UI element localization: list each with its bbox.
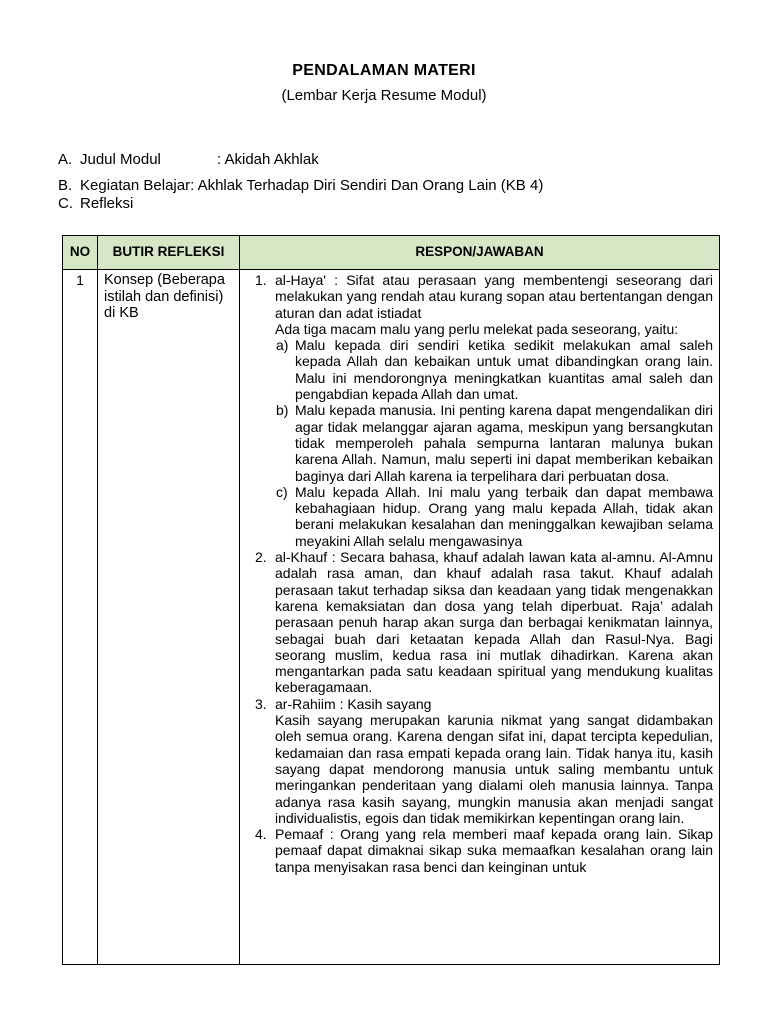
point-text: al-Khauf : Secara bahasa, khauf adalah lawan kata al-amnu. Al-Amnu adalah rasa aman, dan khauf adalah rasa takut. Khauf adalah perasaan takut terhadap siksa dan keadaan yang tidak mengenakkan karena kemaksiatan dan dosa yang telah diperbuat. Raja’ adalah perasaan penuh harap akan surga dan berbagai kenikmatan lainnya, sebagai buah dari ketaatan kepada Allah dan Rasul-Nya. Bagi seorang muslim, kedua rasa ini mutlak dihadirkan. Karena akan mengantarkan pada satu keadaan spiritual yang mendukung kualitas keberagamaan. xyxy=(275,549,713,696)
meta-module-title xyxy=(58,151,319,168)
meta-letter: B. xyxy=(58,177,73,194)
page-subtitle: (Lembar Kerja Resume Modul) xyxy=(281,87,487,104)
sub-list-item xyxy=(275,337,713,402)
point-text: ar-Rahiim : Kasih sayang xyxy=(275,695,432,712)
list-item xyxy=(246,272,713,549)
sub-letter: a) xyxy=(276,337,289,354)
sub-list-item xyxy=(275,484,713,549)
list-item xyxy=(246,549,713,696)
point-text: al-Haya' : Sifat atau perasaan yang membentengi seseorang dari melakukan yang rendah atau kurang sopan atau bertentangan dengan aturan dan adat istiadat xyxy=(275,272,713,321)
meta-value: : Akidah Akhlak xyxy=(217,151,319,168)
meta-reflection xyxy=(58,195,133,212)
table-row xyxy=(63,270,720,965)
meta-letter: C. xyxy=(58,195,73,212)
response-list xyxy=(246,272,713,875)
point-intro: Ada tiga macam malu yang perlu melekat pada seseorang, yaitu: xyxy=(275,320,679,337)
row-response xyxy=(240,270,720,965)
list-item xyxy=(246,696,713,826)
list-item xyxy=(246,826,713,875)
header-response: RESPON/JAWABAN xyxy=(240,236,720,270)
meta-learning-activity xyxy=(58,177,543,194)
meta-label: Refleksi xyxy=(80,195,134,212)
sub-letter: b) xyxy=(276,402,289,419)
list-number: 3. xyxy=(255,695,267,712)
list-number: 2. xyxy=(255,549,267,566)
sub-text: Malu kepada manusia. Ini penting karena dapat mengendalikan diri agar tidak melanggar ajaran agama, meskipun yang bersangkutan tidak memperoleh pahala sempurna lantaran malunya bukan karena Allah. Namun, malu seperti ini dapat memberikan kebaikan baginya dari Allah karena ia terpelihara dari perbuatan dosa. xyxy=(295,402,713,484)
sub-text: Malu kepada diri sendiri ketika sedikit melakukan amal saleh kepada Allah dan kebaikan untuk umat dibandingkan orang lain. Malu ini mendorongnya meningkatkan kuantitas amal saleh dan pengabdian kepada Allah dan umat. xyxy=(295,337,713,403)
header-no: NO xyxy=(63,236,98,270)
sub-text: Malu kepada Allah. Ini malu yang terbaik dan dapat membawa kebahagiaan hidup. Orang yang malu kepada Allah, tidak akan berani melakukan kesalahan dan meninggalkan kewajiban selama meyakini Allah selalu mengawasinya xyxy=(295,483,713,549)
point-intro: Kasih sayang merupakan karunia nikmat yang sangat didambakan oleh semua orang. Karena dengan sifat ini, dapat tercipta kepedulian, kedamaian dan rasa empati kepada orang lain. Tidak hanya itu, kasih sayang dapat mendorong manusia untuk saling membantu untuk meringankan penderitaan yang dialami oleh manusia lainnya. Tanpa adanya rasa kasih sayang, mungkin manusia akan menjadi sangat individualistis, egois dan tidak memikirkan kepentingan orang lain. xyxy=(275,712,713,826)
row-number: 1 xyxy=(63,270,98,965)
meta-label: Judul Modul xyxy=(80,151,161,168)
reflection-table xyxy=(62,235,720,965)
table-header-row xyxy=(63,236,720,270)
sub-list xyxy=(275,337,713,549)
sub-letter: c) xyxy=(276,483,288,500)
row-reflection-item: Konsep (Beberapa istilah dan definisi) di KB xyxy=(98,270,240,965)
list-number: 4. xyxy=(255,826,267,843)
list-number: 1. xyxy=(255,272,267,288)
header-reflection-item: BUTIR REFLEKSI xyxy=(98,236,240,270)
meta-label: Kegiatan Belajar xyxy=(80,177,191,194)
page-title: PENDALAMAN MATERI xyxy=(292,62,476,79)
meta-letter: A. xyxy=(58,151,73,168)
point-text: Pemaaf : Orang yang rela memberi maaf kepada orang lain. Sikap pemaaf dapat dimaknai sikap suka memaafkan kesalahan orang lain tanpa menyisakan rasa benci dan keinginan untuk xyxy=(275,826,713,875)
sub-list-item xyxy=(275,402,713,483)
meta-value: : Akhlak Terhadap Diri Sendiri Dan Orang Lain (KB 4) xyxy=(190,177,544,194)
